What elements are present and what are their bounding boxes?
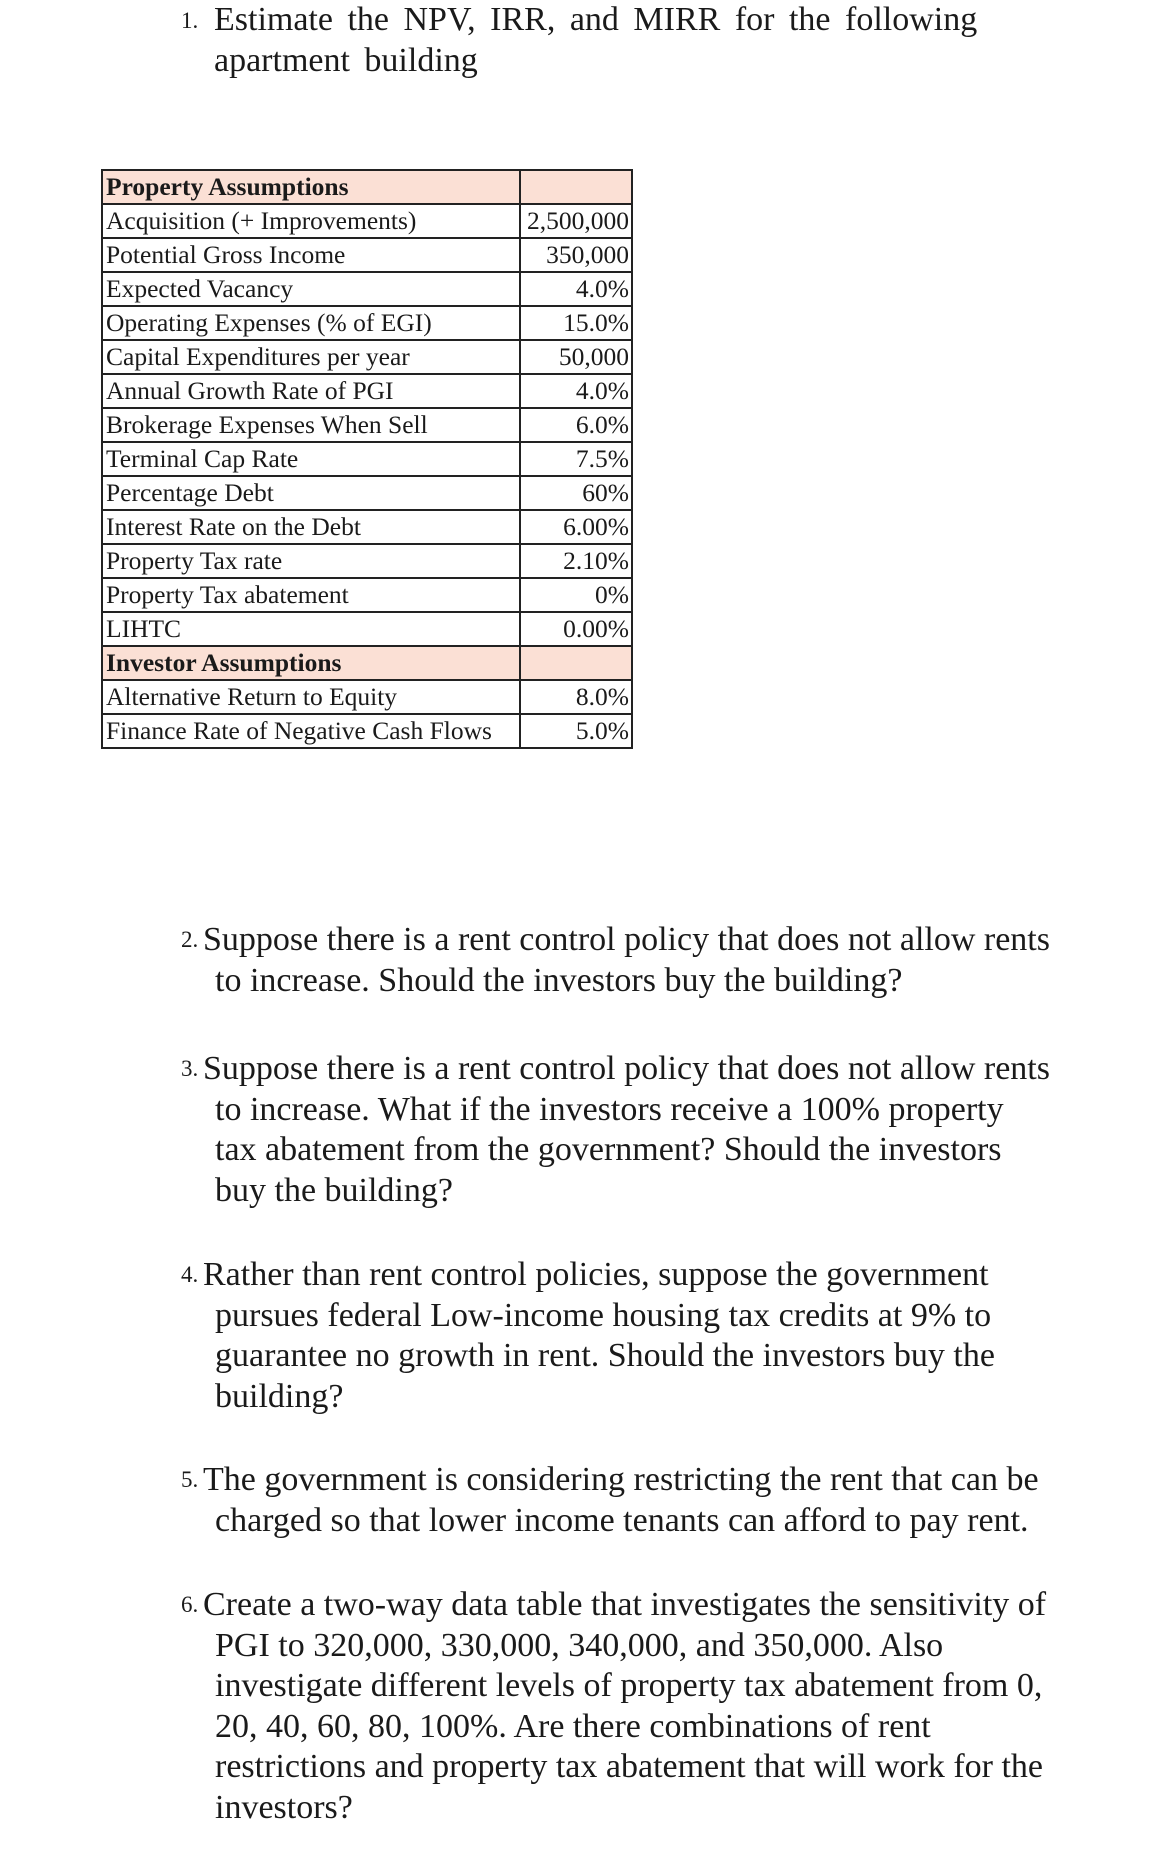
question-text bbox=[181, 1255, 1101, 1417]
question-text bbox=[181, 0, 1081, 81]
table-cell-value: 50,000 bbox=[520, 340, 632, 374]
table-row bbox=[102, 204, 632, 238]
table-cell-label: Percentage Debt bbox=[102, 476, 520, 510]
table-row bbox=[102, 442, 632, 476]
table-cell-value bbox=[520, 646, 632, 680]
question-line: PGI to 320,000, 330,000, 340,000, and 350,000. Also bbox=[215, 1626, 944, 1664]
question-line: guarantee no growth in rent. Should the investors buy the bbox=[215, 1337, 995, 1374]
question-6 bbox=[181, 1585, 1101, 1828]
question-3 bbox=[181, 1049, 1101, 1211]
table-cell-value: 4.0% bbox=[520, 374, 632, 408]
question-number: 2. bbox=[181, 927, 199, 952]
table-row bbox=[102, 544, 632, 578]
question-line: 20, 40, 60, 80, 100%. Are there combinations of rent bbox=[215, 1707, 931, 1745]
question-line: Rather than rent control policies, suppose the government bbox=[203, 1256, 989, 1293]
question-line: building? bbox=[215, 1377, 344, 1415]
table-cell-label: Capital Expenditures per year bbox=[102, 340, 520, 374]
question-line: investors? bbox=[215, 1788, 353, 1826]
question-text bbox=[181, 920, 1101, 1001]
question-line: to increase. What if the investors receive a 100% property bbox=[215, 1090, 1004, 1128]
table-header-row bbox=[102, 646, 632, 680]
table-cell-label: Property Assumptions bbox=[102, 170, 520, 204]
question-number: 4. bbox=[181, 1262, 199, 1287]
assumptions-table bbox=[101, 169, 633, 749]
table-header-row bbox=[102, 170, 632, 204]
question-line: The government is considering restricting the rent that can be bbox=[203, 1461, 1039, 1498]
table-cell-value: 4.0% bbox=[520, 272, 632, 306]
table-cell-value: 350,000 bbox=[520, 238, 632, 272]
question-line: to increase. Should the investors buy the building? bbox=[215, 961, 903, 999]
table-cell-label: Property Tax abatement bbox=[102, 578, 520, 612]
question-line: Estimate the NPV, IRR, and MIRR for the following bbox=[214, 1, 978, 38]
question-line: charged so that lower income tenants can afford to pay rent. bbox=[215, 1501, 1029, 1539]
table-cell-value: 0% bbox=[520, 578, 632, 612]
table-cell-value: 6.00% bbox=[520, 510, 632, 544]
table-row bbox=[102, 510, 632, 544]
table-row bbox=[102, 272, 632, 306]
table-cell-label: Finance Rate of Negative Cash Flows bbox=[102, 714, 520, 748]
table-cell-value: 8.0% bbox=[520, 680, 632, 714]
question-line: tax abatement from the government? Should the investors bbox=[215, 1131, 1002, 1168]
table-cell-label: Alternative Return to Equity bbox=[102, 680, 520, 714]
table-cell-label: Investor Assumptions bbox=[102, 646, 520, 680]
table-row bbox=[102, 238, 632, 272]
question-number: 3. bbox=[181, 1056, 199, 1081]
table-cell-value bbox=[520, 170, 632, 204]
table-cell-value: 7.5% bbox=[520, 442, 632, 476]
table-cell-label: Annual Growth Rate of PGI bbox=[102, 374, 520, 408]
question-1 bbox=[181, 0, 1081, 81]
table-cell-value: 6.0% bbox=[520, 408, 632, 442]
table-cell-value: 5.0% bbox=[520, 714, 632, 748]
question-line: restrictions and property tax abatement that will work for the bbox=[215, 1748, 1044, 1785]
table-row bbox=[102, 612, 632, 646]
table-cell-label: Interest Rate on the Debt bbox=[102, 510, 520, 544]
question-line: Suppose there is a rent control policy that does not allow rents bbox=[203, 1050, 1050, 1087]
table-row bbox=[102, 476, 632, 510]
question-line: Suppose there is a rent control policy that does not allow rents bbox=[203, 921, 1050, 958]
question-4 bbox=[181, 1255, 1101, 1417]
table-cell-label: Brokerage Expenses When Sell bbox=[102, 408, 520, 442]
table-cell-value: 2.10% bbox=[520, 544, 632, 578]
question-number: 5. bbox=[181, 1467, 199, 1492]
question-number: 6. bbox=[181, 1592, 199, 1617]
table-row bbox=[102, 306, 632, 340]
table-cell-label: Expected Vacancy bbox=[102, 272, 520, 306]
question-line: pursues federal Low-income housing tax credits at 9% to bbox=[215, 1296, 992, 1334]
table-cell-value: 15.0% bbox=[520, 306, 632, 340]
question-line: Create a two-way data table that investigates the sensitivity of bbox=[203, 1586, 1047, 1623]
question-2 bbox=[181, 920, 1101, 1001]
question-5 bbox=[181, 1460, 1101, 1541]
question-text bbox=[181, 1585, 1101, 1828]
question-line: investigate different levels of property tax abatement from 0, bbox=[215, 1667, 1043, 1704]
table-row bbox=[102, 714, 632, 748]
question-text bbox=[181, 1460, 1101, 1541]
table-row bbox=[102, 340, 632, 374]
table-cell-value: 60% bbox=[520, 476, 632, 510]
table-cell-label: Acquisition (+ Improvements) bbox=[102, 204, 520, 238]
table-cell-label: LIHTC bbox=[102, 612, 520, 646]
table-row bbox=[102, 408, 632, 442]
question-text bbox=[181, 1049, 1101, 1211]
table-cell-label: Potential Gross Income bbox=[102, 238, 520, 272]
question-number: 1. bbox=[181, 8, 199, 33]
table-row bbox=[102, 680, 632, 714]
table-row bbox=[102, 578, 632, 612]
table-cell-value: 0.00% bbox=[520, 612, 632, 646]
table-cell-label: Terminal Cap Rate bbox=[102, 442, 520, 476]
question-line: apartment building bbox=[214, 41, 478, 79]
table-cell-value: 2,500,000 bbox=[520, 204, 632, 238]
question-line: buy the building? bbox=[215, 1171, 453, 1209]
table-cell-label: Property Tax rate bbox=[102, 544, 520, 578]
table-row bbox=[102, 374, 632, 408]
table-cell-label: Operating Expenses (% of EGI) bbox=[102, 306, 520, 340]
